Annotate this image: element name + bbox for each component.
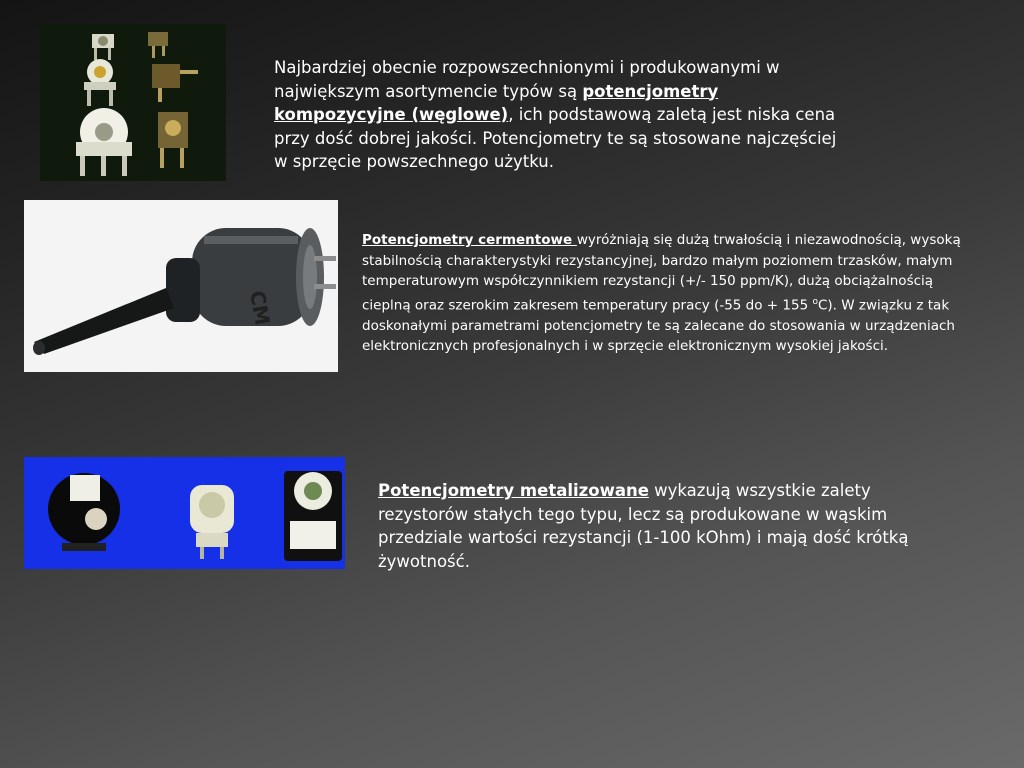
metallized-potentiometers-photo	[24, 457, 345, 569]
metallized-potentiometers-term: Potencjometry metalizowane	[378, 481, 649, 500]
svg-text:CM: CM	[245, 288, 275, 327]
metallized-potentiometers-text	[378, 479, 938, 573]
cermet-potentiometers-text	[362, 230, 972, 357]
degree-superscript: o	[812, 296, 818, 307]
carbon-potentiometers-term: potencjometry kompozycyjne (węglowe)	[274, 81, 719, 124]
cermet-potentiometer-photo	[24, 200, 338, 372]
cermet-potentiometers-term: Potencjometry cermentowe	[362, 232, 577, 248]
carbon-potentiometers-text	[274, 56, 854, 174]
metal-trimmers-image	[24, 457, 345, 569]
cermet-description-text-end: C). W związku z tak doskonałymi parametrami potencjometry te są zalecane do stosowania w urządzeniach elektronicznych profesjonalnych i w sprzęcie elektronicznym wysokiej jakości.	[362, 297, 955, 354]
trimmer-potentiometers-image	[40, 24, 226, 181]
carbon-description-text: , ich podstawową zaletą jest niska cena przy dość dobrej jakości. Potencjometry te są stosowane najczęściej w sprzęcie powszechnego użytku.	[274, 105, 837, 171]
carbon-potentiometers-photo	[40, 24, 226, 181]
rotary-potentiometer-image	[24, 200, 338, 372]
cermet-description-text: wyróżniają się dużą trwałością i niezawodnością, wysoką stabilnością charakterystyki rezystancyjnej, bardzo małym poziomem trzasków, małym temperaturowym współczynnikiem rezystancji (+/- 150 ppm/K), dużą obciążalnością cieplną oraz szerokim zakresem temperatury pracy (-55 do + 155	[362, 232, 961, 313]
carbon-intro-text: Najbardziej obecnie rozpowszechnionymi i produkowanymi w największym asortymencie typów są	[274, 58, 780, 101]
metallized-description-text: wykazują wszystkie zalety rezystorów stałych tego typu, lecz są produkowane w wąskim przedziale wartości rezystancji (1-100 kOhm) i mają dość krótką żywotność.	[378, 481, 909, 571]
